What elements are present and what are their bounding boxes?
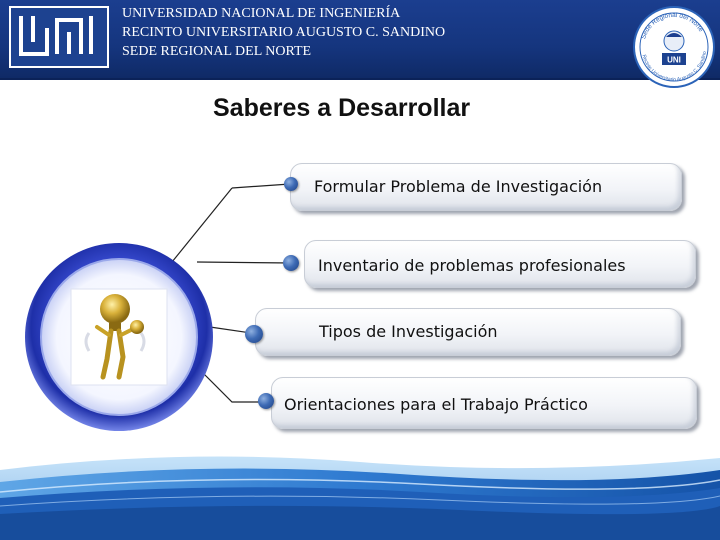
lightbulb-circle (23, 241, 215, 433)
bullet-dot-icon (245, 325, 263, 343)
footer-wave (0, 440, 720, 540)
page-title: Saberes a Desarrollar (213, 94, 471, 122)
item-label-1: Formular Problema de Investigación (314, 177, 603, 196)
bullet-dot-icon (284, 177, 298, 191)
item-label-3: Tipos de Investigación (319, 322, 498, 341)
connector-line-1 (232, 184, 290, 188)
header-line-2: RECINTO UNIVERSITARIO AUGUSTO C. SANDINO (122, 25, 446, 40)
bullet-dot-icon (258, 393, 274, 409)
seal-top-text: Sede Regional del Norte (640, 11, 705, 41)
header-line-3: SEDE REGIONAL DEL NORTE (122, 44, 312, 59)
item-label-4: Orientaciones para el Trabajo Práctico (284, 395, 588, 414)
seal-bottom-text: Recinto Universitario Augusto C. Sandino (640, 50, 708, 84)
item-label-2: Inventario de problemas profesionales (318, 256, 626, 275)
bullet-dot-icon (283, 255, 299, 271)
seal-logo-text: UNI (667, 55, 681, 65)
header-line-1: UNIVERSIDAD NACIONAL DE INGENIERÍA (122, 6, 401, 21)
